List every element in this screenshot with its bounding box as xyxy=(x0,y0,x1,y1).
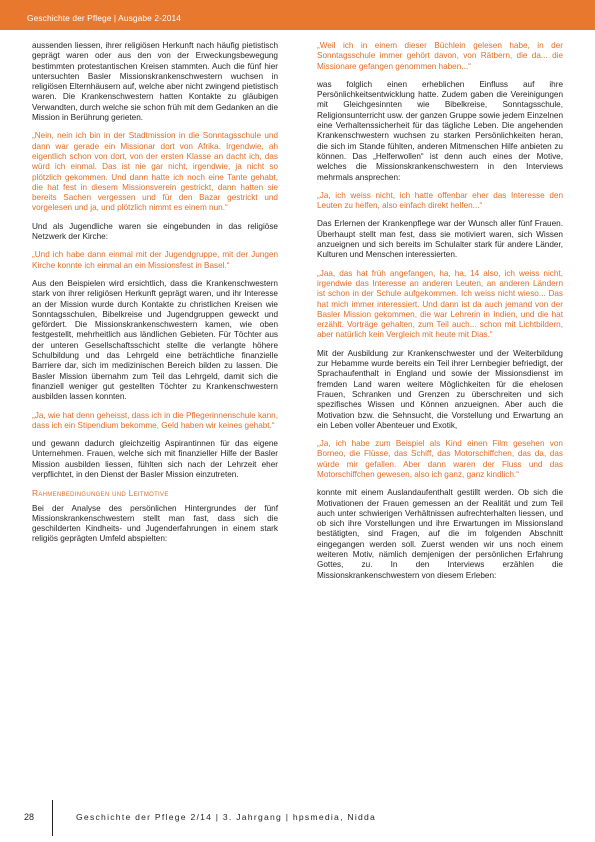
body-paragraph: aussenden liessen, ihrer religiösen Herkunft nach häufig pietistisch geprägt waren oder aus den von der Erweckungsbewegung bestimmten protestantischen Kreisen stammten. Auch die fünf hier untersuchten Basler Missionskrankenschwestern wuchsen in religiösen Elternhäusern auf, welche aber nicht zwingend pietistisch waren. Die Krankenschwestern hatten Kontakte zu gläubigen Verwandten, durch welche sie schon früh mit dem Gedanken an die Mission in Berührung gerieten. xyxy=(32,41,278,123)
interview-quote: „Weil ich in einem dieser Büchlein gelesen habe, in der Sonntagsschule immer gehört davon, von Rätbern, die da... die Missionare gefangen genommen haben...“ xyxy=(317,41,563,71)
footer-divider xyxy=(52,800,53,836)
body-paragraph: was folglich einen erheblichen Einfluss auf ihre Persönlichkeitsentwicklung hatte. Zudem gaben die Vereinigungen mit Gleichgesinnten wie Bibelkreise, Sonntagsschule, Religionsunterricht usw. der ganzen Gruppe sowie jedem Einzelnen eine Verhaltenssicherheit für das tägliche Leben. Die angehenden Krankenschwestern wuchsen zu starken Persönlichkeiten heran, die sich im Stande fühlten, anderen Mitmenschen Hilfe anbieten zu können. Das „Helferwollen“ ist denn auch eines der Motive, welches die Missionskrankenschwestern in den Interviews mehrmals ansprechen: xyxy=(317,79,563,182)
body-paragraph: konnte mit einem Auslandaufenthalt gestillt werden. Ob sich die Motivationen der Frauen gemessen an der Realität und zum Teil auch unter schwierigen Verhältnissen aufrechterhalten liessen, und ob sich ihre Vorstellungen und ihre Erwartungen im Missionsland bestätigten, sind Fragen, auf die im folgenden Abschnitt eingegangen werden soll. Zuerst wenden wir uns noch einem weiteren Motiv, nämlich demjenigen der persönlichen Erfahrung Gottes, zu. In den Interviews erzählen die Missionskrankenschwestern von diesem Erleben: xyxy=(317,488,563,580)
footer-citation: Geschichte der Pflege 2/14 | 3. Jahrgang | hpsmedia, Nidda xyxy=(76,812,377,822)
interview-quote: „Ja, ich weiss nicht, ich hatte offenbar eher das Interesse den Leuten zu helfen, also einfach direkt helfen...“ xyxy=(317,190,563,211)
interview-quote: „Jaa, das hat früh angefangen, ha, ha, 14 also, ich weiss nicht, irgendwie das Interesse an anderen Leuten, an anderen Ländern ist schon in der Schule aufgekommen. Ich weiss nicht wieso... Das hat mich immer interessiert. Und dann ist da auch jemand von der Basler Mission gekommen, die war Lehrerin in Indien, und die hat erzählt. Vorträge gehalten, zum Teil auch... schon mit Lichtbildern, aber natürlich kein Vergleich mit heute mit Dias.“ xyxy=(317,268,563,340)
page-number: 28 xyxy=(24,812,35,822)
interview-quote: „Ja, wie hat denn geheisst, dass ich in die Pflegerinnenschule kann, dass ich ein Stipendium bekomme, Geld haben wir keines gehabt.“ xyxy=(32,410,278,430)
body-paragraph: Mit der Ausbildung zur Krankenschwester und der Weiterbildung zur Hebamme wurde bereits ein Teil ihrer Lernbegier befriedigt, der Sprachaufenthalt in England und sowie der Missionsdienst im fremden Land waren weitere Möglichkeiten für die ehelosen Frauen, Schranken und Grenzen zu überschreiten und sich spezifisches Wissen und Können anzueignen. Aber auch die Motivation bzw. die Sehnsucht, die Vorstellung und Erwartung an ein Leben voller Abenteuer und Exotik, xyxy=(317,348,563,430)
body-paragraph: Das Erlernen der Krankenpflege war der Wunsch aller fünf Frauen. Überhaupt stellt man fest, dass sie motiviert waren, sich Wissen anzueignen und sich bereits im Schulalter stark für andere Länder, Kulturen und Menschen interessierten. xyxy=(317,219,563,260)
body-paragraph: Aus den Beispielen wird ersichtlich, dass die Krankenschwestern stark von ihrer religiösen Herkunft geprägt waren, und ihr Interesse an der Mission wurde durch Kontakte zu christlichen Kreisen wie Sonntagsschulen, Bibelkreise und Jugendgruppen geweckt und gefördert. Die Missionskrankenschwestern kamen, wie oben festgestellt, mehrheitlich aus ländlichen Gebieten. Für Töchter aus der unteren Gesellschaftsschicht stellte die verlangte höhere Schulbildung und das Lehrgeld eine beträchtliche finanzielle Barriere dar, sich im medizinischen Bereich bilden zu lassen. Die Basler Mission übernahm zum Teil das Lehrgeld, damit sich die finanziell weniger gut gestellten Töchter zu Krankenschwestern ausbilden lassen konnten. xyxy=(32,278,278,402)
body-paragraph: Bei der Analyse des persönlichen Hintergrundes der fünf Missionskrankenschwestern stellt man fast, dass sich die geschilderten Kindheits- und Jugenderfahrungen in einem stark religiös geprägten Umfeld abspielten: xyxy=(32,503,278,544)
interview-quote: „Und ich habe dann einmal mit der Jugendgruppe, mit der Jungen Kirche konnte ich einmal an ein Missionsfest in Basel.“ xyxy=(32,250,278,270)
body-paragraph: und gewann dadurch gleichzeitig Aspirantinnen für das eigene Unternehmen. Frauen, welche sich mit finanzieller Hilfe der Basler Mission ausbilden liessen, fühlten sich nach der Lehrzeit eher verpflichtet, in den Dienst der Basler Mission einzutreten. xyxy=(32,439,278,479)
header-bar xyxy=(0,0,595,30)
interview-quote: „Ja, ich habe zum Beispiel als Kind einen Film gesehen von Borneo, die Flüsse, das Schiff, das Motorschiffchen, das da, das würde mir gefallen. Aber dann waren der Fluss und das Motorschiffchen gewesen, also ich ganz, ganz kindlich.“ xyxy=(317,439,563,479)
body-paragraph: Und als Jugendliche waren sie eingebunden in das religiöse Netzwerk der Kirche: xyxy=(32,221,278,242)
right-column xyxy=(317,41,563,589)
section-heading: Rahmenbedingungen und Leitmotive xyxy=(32,488,169,499)
interview-quote: „Nein, nein ich bin in der Stadtmission in die Sonntagsschule und dann war gerade ein Missionar dort von Afrika. Irgendwie, ah eigentlich schon von dort, von der ersten Klasse an dacht ich, das würd ich einmal. Das ist nie gar nicht, irgendwie, ja nicht so plötzlich gekommen. Und dann hatte ich noch eine Tante gehabt, die hat fest in diesem Missionsverein gestrickt, dann hatten sie bereits Sachen vergessen und für den Bazar gestrickt und vorgelesen und ja, und plötzlich nimmt es einem nun.“ xyxy=(32,131,278,213)
journal-title: Geschichte der Pflege | Ausgabe 2-2014 xyxy=(27,13,182,23)
left-column xyxy=(32,41,278,553)
